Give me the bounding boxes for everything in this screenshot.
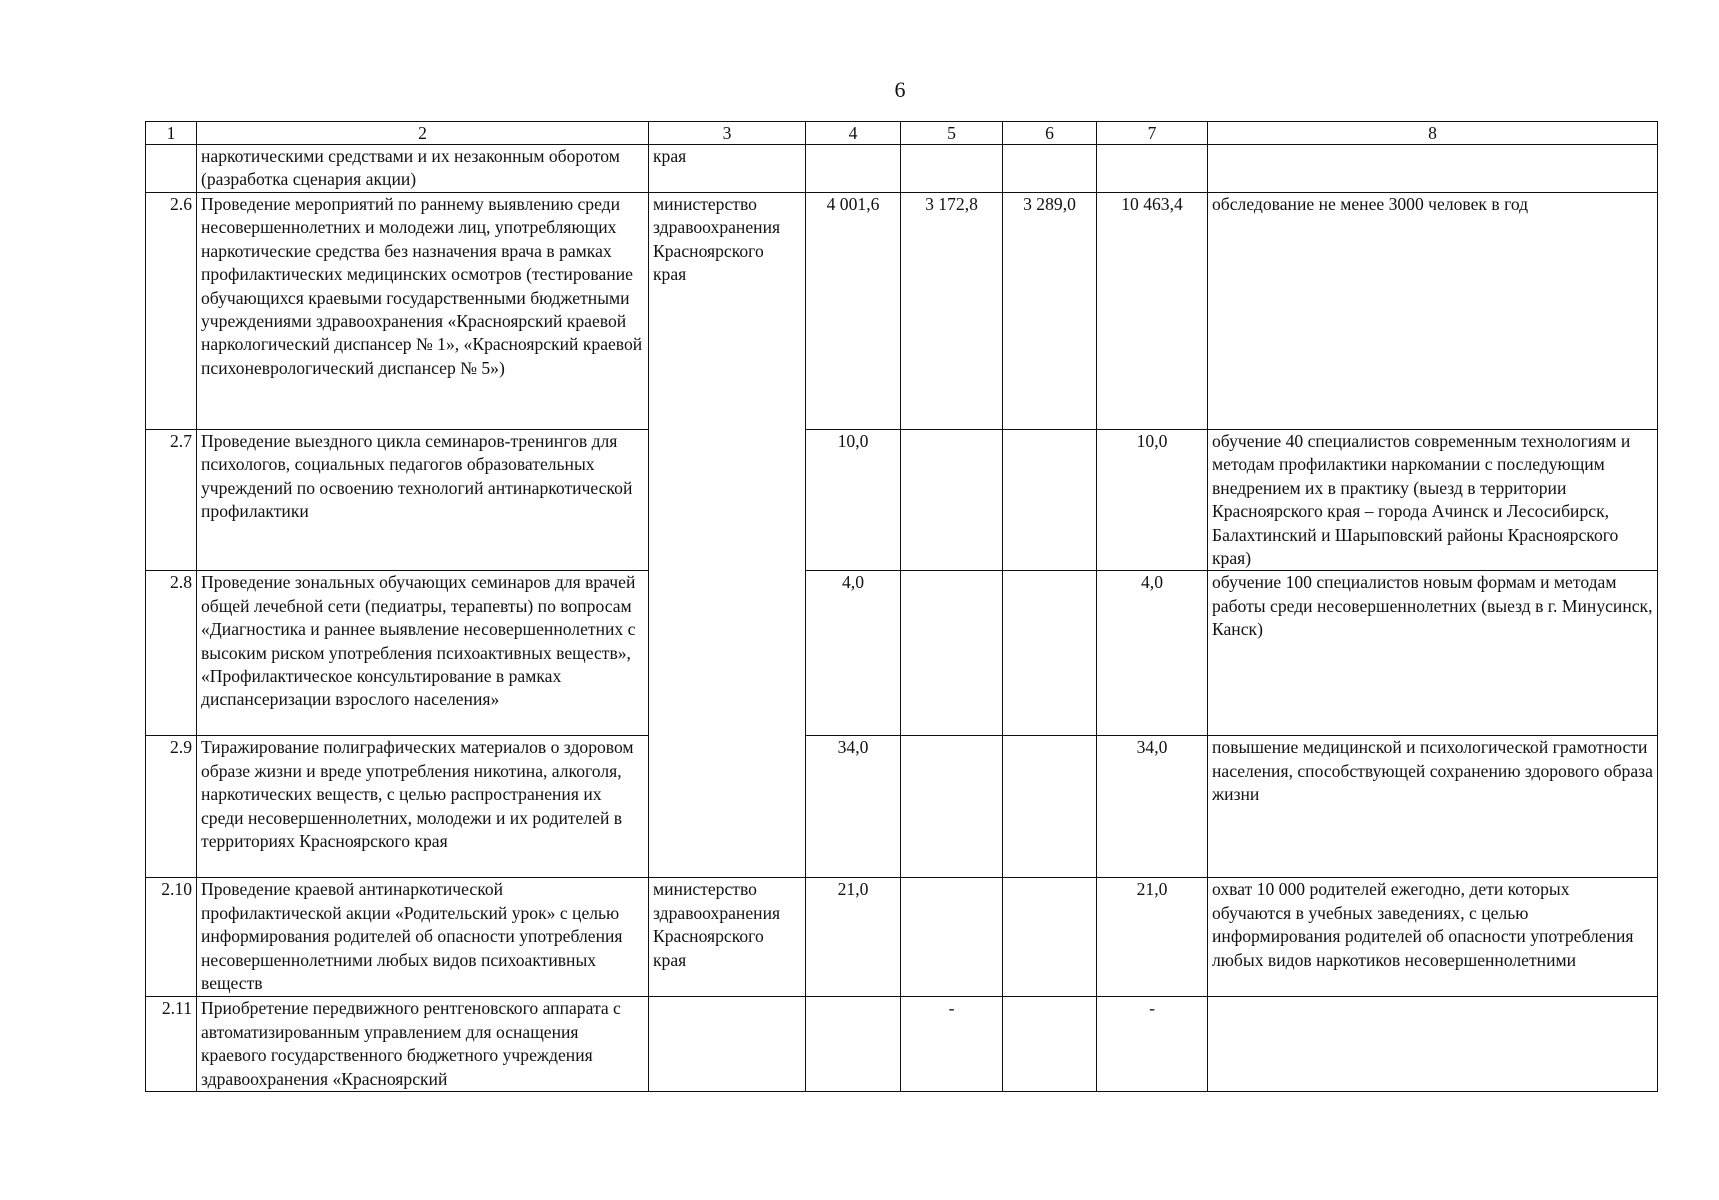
- cell-c5: [901, 736, 1003, 878]
- cell-c7: [1097, 145, 1208, 193]
- cell-c4: 21,0: [806, 878, 901, 997]
- cell-c6: [1003, 145, 1097, 193]
- cell-c6: [1003, 736, 1097, 878]
- table-row-2-7: [146, 430, 1658, 571]
- cell-c4: [806, 145, 901, 193]
- cell-description: Проведение краевой антинаркотической профилактической акции «Родительский урок» с целью информирования родителей об опасности употребления несовершеннолетними любых видов психоактивных веществ: [197, 878, 649, 997]
- col-header-8: 8: [1208, 122, 1658, 145]
- cell-c4: 4,0: [806, 571, 901, 736]
- col-header-5: 5: [901, 122, 1003, 145]
- cell-c7: 10 463,4: [1097, 193, 1208, 430]
- cell-executor: края: [649, 145, 806, 193]
- col-header-7: 7: [1097, 122, 1208, 145]
- cell-c5: [901, 430, 1003, 571]
- cell-result: [1208, 145, 1658, 193]
- cell-num: 2.9: [146, 736, 197, 878]
- cell-description: Проведение выездного цикла семинаров-тренингов для психологов, социальных педагогов образовательных учреждений по освоению технологий антинаркотической профилактики: [197, 430, 649, 571]
- cell-c7: 21,0: [1097, 878, 1208, 997]
- cell-result: обучение 100 специалистов новым формам и методам работы среди несовершеннолетних (выезд в г. Минусинск, Канск): [1208, 571, 1658, 736]
- cell-description: Тиражирование полиграфических материалов о здоровом образе жизни и вреде употребления никотина, алкоголя, наркотических веществ, с целью распространения их среди несовершеннолетних, молодежи и их родителей в территориях Красноярского края: [197, 736, 649, 878]
- cell-result: обучение 40 специалистов современным технологиям и методам профилактики наркомании с последующим внедрением их в практику (выезд в территории Красноярского края – города Ачинск и Лесосибирск, Балахтинский и Шарыповский районы Красноярского края): [1208, 430, 1658, 571]
- cell-num: 2.7: [146, 430, 197, 571]
- cell-c4: [806, 997, 901, 1092]
- cell-c4: 4 001,6: [806, 193, 901, 430]
- cell-num: 2.10: [146, 878, 197, 997]
- cell-executor: [649, 997, 806, 1092]
- cell-c5: [901, 571, 1003, 736]
- col-header-1: 1: [146, 122, 197, 145]
- cell-c4: 10,0: [806, 430, 901, 571]
- cell-c6: [1003, 878, 1097, 997]
- col-header-6: 6: [1003, 122, 1097, 145]
- cell-result: повышение медицинской и психологической грамотности населения, способствующей сохранению здорового образа жизни: [1208, 736, 1658, 878]
- cell-c6: 3 289,0: [1003, 193, 1097, 430]
- cell-c5: [901, 145, 1003, 193]
- cell-c7: 10,0: [1097, 430, 1208, 571]
- page-number: 6: [894, 77, 906, 102]
- cell-c6: [1003, 430, 1097, 571]
- program-table: [145, 121, 1658, 1092]
- cell-description: наркотическими средствами и их незаконным оборотом (разработка сценария акции): [197, 145, 649, 193]
- header-row: [146, 122, 1658, 145]
- cell-c6: [1003, 997, 1097, 1092]
- col-header-3: 3: [649, 122, 806, 145]
- cell-c5: [901, 878, 1003, 997]
- table-row-2-6: [146, 193, 1658, 430]
- col-header-2: 2: [197, 122, 649, 145]
- table-row-2-8: [146, 571, 1658, 736]
- cell-c6: [1003, 571, 1097, 736]
- table-row-2-10: [146, 878, 1658, 997]
- cell-result: [1208, 997, 1658, 1092]
- col-header-4: 4: [806, 122, 901, 145]
- cell-result: обследование не менее 3000 человек в год: [1208, 193, 1658, 430]
- cell-result: охват 10 000 родителей ежегодно, дети которых обучаются в учебных заведениях, с целью информирования родителей об опасности употребления любых видов наркотиков несовершеннолетними: [1208, 878, 1658, 997]
- cell-num: 2.8: [146, 571, 197, 736]
- cell-description: Приобретение передвижного рентгеновского аппарата с автоматизированным управлением для оснащения краевого государственного бюджетного учреждения здравоохранения «Красноярский: [197, 997, 649, 1092]
- cell-num: 2.6: [146, 193, 197, 430]
- cell-c4: 34,0: [806, 736, 901, 878]
- cell-description: Проведение мероприятий по раннему выявлению среди несовершеннолетних и молодежи лиц, употребляющих наркотические средства без назначения врача в рамках профилактических медицинских осмотров (тестирование обучающихся краевыми государственными бюджетными учреждениями здравоохранения «Красноярский краевой наркологический диспансер № 1», «Красноярский краевой психоневрологический диспансер № 5»): [197, 193, 649, 430]
- cell-c7: -: [1097, 997, 1208, 1092]
- cell-c5: 3 172,8: [901, 193, 1003, 430]
- cell-c7: 34,0: [1097, 736, 1208, 878]
- cell-c5: -: [901, 997, 1003, 1092]
- cell-num: 2.11: [146, 997, 197, 1092]
- table-row-2-9: [146, 736, 1658, 878]
- cell-executor: министерство здравоохранения Красноярского края: [649, 193, 806, 878]
- table-row-continuation: [146, 145, 1658, 193]
- cell-description: Проведение зональных обучающих семинаров для врачей общей лечебной сети (педиатры, терапевты) по вопросам «Диагностика и раннее выявление несовершеннолетних с высоким риском употребления психоактивных веществ», «Профилактическое консультирование в рамках диспансеризации взрослого населения»: [197, 571, 649, 736]
- table-row-2-11: [146, 997, 1658, 1092]
- cell-executor: министерство здравоохранения Красноярского края: [649, 878, 806, 997]
- cell-num: [146, 145, 197, 193]
- cell-c7: 4,0: [1097, 571, 1208, 736]
